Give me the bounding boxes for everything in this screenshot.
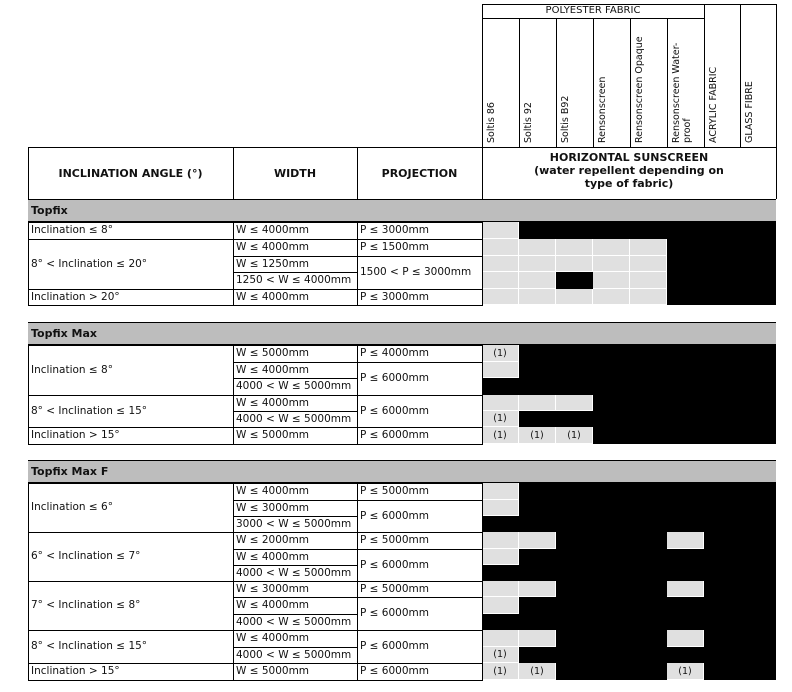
fabric-cell (667, 256, 704, 272)
fabric-cell (704, 549, 740, 565)
fabric-col-border (593, 18, 594, 147)
inclination-group-label: 8° < Inclination ≤ 15° (31, 640, 148, 652)
fabric-cell (740, 581, 776, 597)
fabric-cell (556, 597, 593, 614)
width-cell: W ≤ 5000mm (236, 665, 310, 677)
body-col-border (482, 345, 483, 445)
fabric-cell (519, 549, 556, 565)
fabric-cell (556, 516, 593, 532)
fabric-cell (667, 289, 704, 305)
fabric-cell (630, 222, 667, 239)
fabric-cell (556, 663, 593, 680)
fabric-cell (593, 483, 630, 500)
width-cell: W ≤ 4000mm (236, 396, 310, 409)
fabric-cell (519, 500, 556, 516)
fabric-cell (740, 272, 776, 289)
inclination-group-label: Inclination > 20° (31, 290, 120, 303)
fabric-cell (704, 289, 740, 305)
fabric-cell (740, 483, 776, 500)
fabric-cell (482, 614, 519, 630)
inclination-group-label: 8° < Inclination ≤ 20° (31, 257, 148, 270)
fabric-cell (704, 500, 740, 516)
polyester-fabric-label: POLYESTER FABRIC (545, 5, 641, 16)
poly-top-border (482, 4, 776, 5)
fabric-cell (593, 500, 630, 516)
width-cell: W ≤ 3000mm (236, 501, 310, 514)
fabric-cell (482, 597, 519, 614)
fabric-cell (667, 500, 704, 516)
fabric-cell (519, 532, 556, 549)
fabric-cell (630, 532, 667, 549)
fabric-cell (667, 614, 704, 630)
body-col-border (482, 222, 483, 306)
fabric-cell (556, 630, 593, 647)
fabric-cell (667, 362, 704, 378)
fabric-cell (593, 362, 630, 378)
projection-cell: P ≤ 3000mm (360, 224, 429, 236)
body-col-border (28, 345, 29, 445)
fabric-cell (740, 549, 776, 565)
fabric-cell (519, 597, 556, 614)
footnote-marker: (1) (493, 666, 507, 677)
width-cell: W ≤ 2000mm (236, 534, 310, 546)
fabric-cell (667, 532, 704, 549)
fabric-cell (667, 647, 704, 663)
fabric-cell (740, 411, 776, 427)
fabric-cell (482, 272, 519, 289)
fabric-cell (593, 597, 630, 614)
row-border (357, 680, 482, 681)
projection-cell: P ≤ 6000mm (360, 509, 429, 522)
fabric-header-4: Rensonscreen (597, 76, 608, 143)
fabric-header-5: Rensonscreen Opaque (634, 36, 645, 143)
fabric-cell (740, 239, 776, 256)
fabric-cell (556, 647, 593, 663)
fabric-cell (630, 378, 667, 395)
fabric-cell (482, 532, 519, 549)
width-cell: 4000 < W ≤ 5000mm (236, 615, 352, 628)
fabric-cell (519, 256, 556, 272)
footnote-marker: (1) (567, 430, 581, 441)
fabric-header-6: Rensonscreen Water-proof (671, 42, 693, 143)
horizontal-sunscreen-header: HORIZONTAL SUNSCREEN (water repellent depending on type of fabric) (534, 151, 724, 190)
fabric-cell (556, 378, 593, 395)
width-cell: 4000 < W ≤ 5000mm (236, 380, 352, 392)
fabric-cell (667, 549, 704, 565)
fabric-cell (482, 663, 519, 680)
fabric-cell (667, 663, 704, 680)
fabric-cell (556, 532, 593, 549)
fabric-cell (556, 565, 593, 581)
projection-cell: P ≤ 1500mm (360, 241, 429, 253)
fabric-cell (593, 516, 630, 532)
body-col-border (357, 345, 358, 445)
inclination-group-label: Inclination > 15° (31, 665, 120, 677)
fabric-col-border (667, 18, 668, 147)
width-cell: W ≤ 4000mm (236, 485, 310, 497)
row-border (233, 680, 357, 681)
fabric-cell (519, 222, 556, 239)
header-col-border (776, 147, 777, 199)
fabric-cell (593, 614, 630, 630)
fabric-cell (704, 395, 740, 411)
fabric-cell (482, 256, 519, 272)
fabric-cell (667, 395, 704, 411)
width-cell: 4000 < W ≤ 5000mm (236, 566, 352, 579)
fabric-cell (630, 614, 667, 630)
projection-cell: P ≤ 6000mm (360, 607, 429, 619)
fabric-cell (482, 239, 519, 256)
fabric-cell (556, 345, 593, 362)
projection-cell: P ≤ 6000mm (360, 404, 429, 417)
fabric-cell (740, 345, 776, 362)
body-col-border (233, 222, 234, 306)
footnote-marker: (1) (493, 348, 507, 359)
fabric-cell (630, 256, 667, 272)
width-cell: W ≤ 4000mm (236, 632, 310, 644)
inclination-group-label: Inclination > 15° (31, 429, 120, 441)
inclination-group-label: 6° < Inclination ≤ 7° (31, 550, 141, 562)
width-cell: 1250 < W ≤ 4000mm (236, 274, 352, 286)
fabric-cell (556, 239, 593, 256)
row-border (357, 305, 482, 306)
fabric-cell (704, 483, 740, 500)
fabric-cell (630, 647, 667, 663)
fabric-cell (519, 272, 556, 289)
inclination-header: INCLINATION ANGLE (°) (58, 166, 203, 180)
fabric-cell (482, 549, 519, 565)
fabric-cell (593, 565, 630, 581)
fabric-cell (519, 289, 556, 305)
fabric-cell (704, 272, 740, 289)
fabric-cell (519, 362, 556, 378)
fabric-cell (740, 289, 776, 305)
body-col-border (357, 222, 358, 306)
fabric-cell (630, 630, 667, 647)
fabric-cell (593, 427, 630, 444)
fabric-cell (519, 516, 556, 532)
fabric-cell (556, 256, 593, 272)
inclination-group-label: Inclination ≤ 8° (31, 363, 113, 376)
footnote-marker: (1) (493, 413, 507, 424)
width-cell: 4000 < W ≤ 5000mm (236, 412, 352, 425)
projection-header: PROJECTION (381, 166, 458, 180)
footnote-marker: (1) (530, 430, 544, 441)
fabric-cell (593, 222, 630, 239)
fabric-col-border (704, 4, 705, 147)
width-cell: 3000 < W ≤ 5000mm (236, 517, 352, 530)
fabric-cell (593, 239, 630, 256)
fabric-cell (667, 222, 704, 239)
fabric-col-border (519, 18, 520, 147)
fabric-cell (519, 411, 556, 427)
fabric-cell (482, 289, 519, 305)
fabric-cell (630, 272, 667, 289)
fabric-cell (704, 411, 740, 427)
fabric-cell (740, 362, 776, 378)
fabric-col-border (556, 18, 557, 147)
width-cell: W ≤ 1250mm (236, 257, 310, 270)
fabric-cell (482, 483, 519, 500)
fabric-col-border (740, 4, 741, 147)
fabric-cell (593, 532, 630, 549)
fabric-cell (593, 647, 630, 663)
fabric-cell (482, 222, 519, 239)
footnote-marker: (1) (530, 666, 544, 677)
fabric-cell (704, 647, 740, 663)
fabric-cell (482, 411, 519, 427)
fabric-cell (556, 411, 593, 427)
fabric-cell (593, 395, 630, 411)
fabric-cell (740, 647, 776, 663)
fabric-cell (667, 378, 704, 395)
width-cell: W ≤ 3000mm (236, 582, 310, 595)
fabric-cell (630, 411, 667, 427)
fabric-cell (704, 239, 740, 256)
fabric-cell (482, 647, 519, 663)
fabric-cell (704, 630, 740, 647)
fabric-cell (519, 395, 556, 411)
fabric-cell (704, 345, 740, 362)
fabric-cell (630, 395, 667, 411)
fabric-cell (667, 630, 704, 647)
projection-cell: P ≤ 5000mm (360, 485, 429, 497)
fabric-cell (667, 581, 704, 597)
fabric-cell (704, 427, 740, 444)
fabric-cell (740, 395, 776, 411)
body-top-border (28, 345, 482, 346)
inclination-group-label: 8° < Inclination ≤ 15° (31, 404, 148, 417)
fabric-cell (667, 272, 704, 289)
fabric-cell (667, 516, 704, 532)
fabric-cell (630, 289, 667, 305)
fabric-cell (519, 427, 556, 444)
fabric-cell (630, 581, 667, 597)
footnote-marker: (1) (493, 430, 507, 441)
fabric-cell (519, 663, 556, 680)
fabric-cell (704, 222, 740, 239)
fabric-cell (704, 614, 740, 630)
fabric-cell (593, 272, 630, 289)
fabric-cell (593, 345, 630, 362)
fabric-cell (667, 239, 704, 256)
section-title: Topfix Max F (31, 465, 109, 478)
body-col-border (28, 483, 29, 681)
fabric-cell (704, 532, 740, 549)
fabric-header-7: ACRYLIC FABRIC (708, 66, 719, 143)
fabric-cell (740, 427, 776, 444)
fabric-cell (667, 565, 704, 581)
inclination-group-label: Inclination ≤ 6° (31, 501, 113, 513)
fabric-cell (593, 378, 630, 395)
fabric-cell (482, 362, 519, 378)
section-title: Topfix (31, 204, 68, 217)
inclination-group-label: 7° < Inclination ≤ 8° (31, 599, 141, 611)
fabric-cell (593, 581, 630, 597)
width-cell: W ≤ 4000mm (236, 290, 310, 303)
fabric-cell (519, 630, 556, 647)
fabric-cell (740, 256, 776, 272)
fabric-cell (482, 345, 519, 362)
fabric-cell (704, 597, 740, 614)
footnote-marker: (1) (493, 649, 507, 660)
fabric-cell (630, 362, 667, 378)
fabric-cell (740, 500, 776, 516)
fabric-cell (482, 395, 519, 411)
fabric-cell (630, 483, 667, 500)
body-top-border (28, 483, 482, 484)
fabric-cell (667, 345, 704, 362)
fabric-cell (740, 663, 776, 680)
body-col-border (233, 345, 234, 445)
fabric-cell (740, 597, 776, 614)
width-cell: W ≤ 5000mm (236, 347, 310, 359)
fabric-cell (519, 483, 556, 500)
fabric-cell (593, 630, 630, 647)
fabric-cell (630, 549, 667, 565)
fabric-cell (519, 239, 556, 256)
body-col-border (357, 483, 358, 681)
fabric-cell (519, 647, 556, 663)
fabric-cell (704, 362, 740, 378)
fabric-header-1: Soltis 86 (486, 102, 497, 143)
fabric-cell (556, 272, 593, 289)
footnote-marker: (1) (678, 666, 692, 677)
fabric-cell (740, 630, 776, 647)
projection-cell: P ≤ 6000mm (360, 665, 429, 677)
projection-cell: 1500 < P ≤ 3000mm (360, 266, 472, 278)
projection-cell: P ≤ 6000mm (360, 429, 429, 441)
projection-cell: P ≤ 5000mm (360, 534, 429, 546)
fabric-cell (704, 565, 740, 581)
fabric-cell (482, 427, 519, 444)
fabric-cell (556, 362, 593, 378)
fabric-cell (482, 565, 519, 581)
row-border (357, 444, 482, 445)
fabric-cell (667, 483, 704, 500)
fabric-cell (593, 549, 630, 565)
fabric-cell (482, 378, 519, 395)
projection-cell: P ≤ 6000mm (360, 372, 429, 384)
width-header: WIDTH (273, 166, 317, 180)
body-top-border (28, 222, 482, 223)
width-cell: W ≤ 5000mm (236, 429, 310, 441)
row-border (233, 305, 357, 306)
fabric-header-8: GLASS FIBRE (744, 81, 755, 143)
width-cell: W ≤ 4000mm (236, 550, 310, 563)
fabric-header-2: Soltis 92 (523, 102, 534, 143)
fabric-col-border (482, 4, 483, 147)
fabric-cell (482, 516, 519, 532)
fabric-cell (704, 663, 740, 680)
projection-cell: P ≤ 6000mm (360, 640, 429, 652)
fabric-cell (519, 614, 556, 630)
fabric-cell (556, 549, 593, 565)
fabric-cell (630, 500, 667, 516)
fabric-cell (630, 427, 667, 444)
fabric-cell (519, 378, 556, 395)
body-col-border (482, 483, 483, 681)
fabric-cell (519, 565, 556, 581)
width-cell: W ≤ 4000mm (236, 363, 310, 376)
fabric-cell (556, 289, 593, 305)
body-col-border (233, 483, 234, 681)
fabric-col-border (630, 18, 631, 147)
fabric-cell (704, 581, 740, 597)
fabric-cell (593, 411, 630, 427)
fabric-cell (519, 581, 556, 597)
projection-cell: P ≤ 4000mm (360, 347, 429, 359)
projection-cell: P ≤ 3000mm (360, 290, 429, 303)
fabric-cell (593, 663, 630, 680)
width-cell: W ≤ 4000mm (236, 224, 310, 236)
fabric-cell (740, 532, 776, 549)
fabric-cell (556, 222, 593, 239)
fabric-cell (740, 222, 776, 239)
row-border (233, 444, 357, 445)
fabric-col-border (776, 4, 777, 147)
fabric-cell (482, 630, 519, 647)
inclination-group-label: Inclination ≤ 8° (31, 224, 113, 236)
projection-cell: P ≤ 5000mm (360, 582, 429, 595)
projection-cell: P ≤ 6000mm (360, 558, 429, 571)
fabric-cell (740, 378, 776, 395)
fabric-cell (667, 427, 704, 444)
fabric-cell (556, 581, 593, 597)
fabric-cell (630, 597, 667, 614)
fabric-cell (593, 289, 630, 305)
fabric-cell (556, 614, 593, 630)
fabric-cell (740, 565, 776, 581)
fabric-cell (593, 256, 630, 272)
fabric-cell (740, 516, 776, 532)
fabric-cell (519, 345, 556, 362)
fabric-cell (556, 483, 593, 500)
fabric-cell (556, 395, 593, 411)
fabric-cell (630, 345, 667, 362)
fabric-cell (630, 516, 667, 532)
fabric-cell (630, 565, 667, 581)
section-title: Topfix Max (31, 327, 98, 340)
width-cell: W ≤ 4000mm (236, 599, 310, 611)
fabric-cell (482, 500, 519, 516)
fabric-cell (740, 614, 776, 630)
fabric-header-3: Soltis B92 (560, 95, 571, 143)
fabric-cell (667, 597, 704, 614)
fabric-cell (704, 256, 740, 272)
fabric-cell (556, 427, 593, 444)
fabric-cell (704, 378, 740, 395)
width-cell: 4000 < W ≤ 5000mm (236, 648, 352, 661)
fabric-cell (667, 411, 704, 427)
fabric-cell (704, 516, 740, 532)
fabric-cell (556, 500, 593, 516)
width-cell: W ≤ 4000mm (236, 241, 310, 253)
fabric-cell (630, 239, 667, 256)
fabric-cell (482, 581, 519, 597)
body-col-border (28, 222, 29, 306)
fabric-cell (630, 663, 667, 680)
